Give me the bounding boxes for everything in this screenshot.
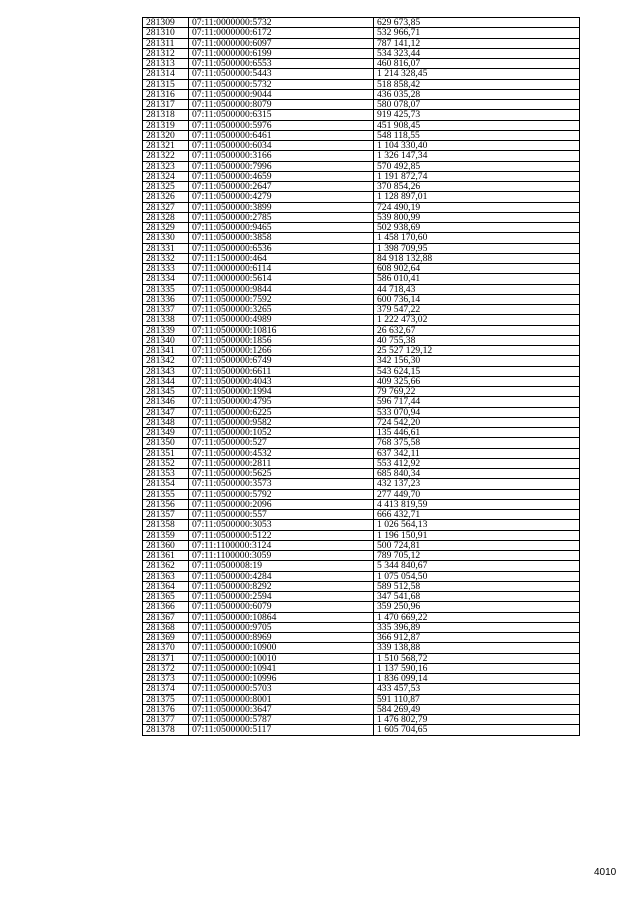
table-row [143, 89, 580, 99]
table-row [143, 264, 580, 274]
cadastral-value-cell: 79 769,22 [374, 387, 580, 397]
cadastral-value-cell: 1 222 473,02 [374, 315, 580, 325]
table-row [143, 223, 580, 233]
cadastral-value-cell: 335 396,89 [374, 622, 580, 632]
row-number-cell: 281375 [143, 694, 189, 704]
cadastral-number-cell: 07:11:0500000:527 [189, 438, 374, 448]
cadastral-value-table [142, 17, 580, 736]
cadastral-number-cell: 07:11:0500000:4659 [189, 171, 374, 181]
cadastral-value-cell: 543 624,15 [374, 366, 580, 376]
cadastral-value-cell: 724 542,20 [374, 417, 580, 427]
cadastral-number-cell: 07:11:0000000:6097 [189, 38, 374, 48]
cadastral-value-cell: 724 490,19 [374, 202, 580, 212]
row-number-cell: 281354 [143, 479, 189, 489]
cadastral-value-cell: 532 966,71 [374, 28, 580, 38]
cadastral-value-cell: 1 510 568,72 [374, 653, 580, 663]
table-row [143, 469, 580, 479]
cadastral-number-cell: 07:11:0500000:6553 [189, 59, 374, 69]
cadastral-value-cell: 277 449,70 [374, 489, 580, 499]
row-number-cell: 281378 [143, 725, 189, 735]
table-row [143, 192, 580, 202]
row-number-cell: 281369 [143, 633, 189, 643]
cadastral-number-cell: 07:11:0500000:8079 [189, 100, 374, 110]
row-number-cell: 281321 [143, 141, 189, 151]
cadastral-value-cell: 1 605 704,65 [374, 725, 580, 735]
cadastral-value-cell: 596 717,44 [374, 397, 580, 407]
row-number-cell: 281335 [143, 284, 189, 294]
cadastral-number-cell: 07:11:0500000:3166 [189, 151, 374, 161]
row-number-cell: 281333 [143, 264, 189, 274]
cadastral-value-cell: 460 816,07 [374, 59, 580, 69]
cadastral-value-cell: 533 070,94 [374, 407, 580, 417]
cadastral-number-cell: 07:11:1100000:3059 [189, 551, 374, 561]
table-row [143, 305, 580, 315]
cadastral-value-cell: 1 476 802,79 [374, 715, 580, 725]
row-number-cell: 281377 [143, 715, 189, 725]
cadastral-number-cell: 07:11:0500000:8001 [189, 694, 374, 704]
table-row [143, 633, 580, 643]
cadastral-number-cell: 07:11:0500000:3265 [189, 305, 374, 315]
table-row [143, 489, 580, 499]
cadastral-number-cell: 07:11:0500000:1266 [189, 346, 374, 356]
cadastral-number-cell: 07:11:0500000:6611 [189, 366, 374, 376]
cadastral-value-cell: 44 718,43 [374, 284, 580, 294]
cadastral-value-cell: 1 191 872,74 [374, 171, 580, 181]
table-row [143, 438, 580, 448]
cadastral-number-cell: 07:11:0500000:6461 [189, 130, 374, 140]
cadastral-value-cell: 436 035,28 [374, 89, 580, 99]
cadastral-number-cell: 07:11:0500000:10941 [189, 663, 374, 673]
cadastral-number-cell: 07:11:0500000:6536 [189, 243, 374, 253]
table-row [143, 561, 580, 571]
cadastral-number-cell: 07:11:0500000:4043 [189, 376, 374, 386]
table-row [143, 233, 580, 243]
row-number-cell: 281318 [143, 110, 189, 120]
cadastral-number-cell: 07:11:0500000:9044 [189, 89, 374, 99]
table-row [143, 387, 580, 397]
cadastral-value-cell: 600 736,14 [374, 294, 580, 304]
cadastral-value-cell: 25 527 129,12 [374, 346, 580, 356]
table-row [143, 551, 580, 561]
cadastral-value-cell: 339 138,88 [374, 643, 580, 653]
cadastral-number-cell: 07:11:0500000:8969 [189, 633, 374, 643]
cadastral-number-cell: 07:11:0000000:6172 [189, 28, 374, 38]
cadastral-number-cell: 07:11:0500000:2811 [189, 458, 374, 468]
cadastral-value-cell: 40 755,38 [374, 335, 580, 345]
cadastral-number-cell: 07:11:0500000:6315 [189, 110, 374, 120]
row-number-cell: 281349 [143, 428, 189, 438]
cadastral-value-cell: 518 858,42 [374, 79, 580, 89]
cadastral-number-cell: 07:11:0500000:4279 [189, 192, 374, 202]
row-number-cell: 281371 [143, 653, 189, 663]
table-row [143, 530, 580, 540]
cadastral-value-cell: 637 342,11 [374, 448, 580, 458]
table-row [143, 428, 580, 438]
cadastral-number-cell: 07:11:0500000:9582 [189, 417, 374, 427]
table-row [143, 202, 580, 212]
cadastral-number-cell: 07:11:1100000:3124 [189, 540, 374, 550]
table-row [143, 315, 580, 325]
row-number-cell: 281327 [143, 202, 189, 212]
cadastral-number-cell: 07:11:0500008:19 [189, 561, 374, 571]
cadastral-value-cell: 1 470 669,22 [374, 612, 580, 622]
cadastral-value-cell: 432 137,23 [374, 479, 580, 489]
row-number-cell: 281343 [143, 366, 189, 376]
row-number-cell: 281320 [143, 130, 189, 140]
row-number-cell: 281313 [143, 59, 189, 69]
table-row [143, 274, 580, 284]
cadastral-value-cell: 5 344 840,67 [374, 561, 580, 571]
table-row [143, 715, 580, 725]
row-number-cell: 281311 [143, 38, 189, 48]
cadastral-value-cell: 548 118,55 [374, 130, 580, 140]
cadastral-value-cell: 685 840,34 [374, 469, 580, 479]
cadastral-value-cell: 359 250,96 [374, 602, 580, 612]
cadastral-number-cell: 07:11:0500000:6225 [189, 407, 374, 417]
cadastral-value-cell: 1 128 897,01 [374, 192, 580, 202]
cadastral-value-cell: 1 026 564,13 [374, 520, 580, 530]
table-row [143, 325, 580, 335]
table-row [143, 161, 580, 171]
table-row [143, 28, 580, 38]
cadastral-number-cell: 07:11:0500000:5625 [189, 469, 374, 479]
cadastral-value-cell: 539 800,99 [374, 212, 580, 222]
table-row [143, 120, 580, 130]
row-number-cell: 281316 [143, 89, 189, 99]
cadastral-value-cell: 789 705,12 [374, 551, 580, 561]
row-number-cell: 281356 [143, 499, 189, 509]
cadastral-value-cell: 1 075 054,50 [374, 571, 580, 581]
cadastral-value-cell: 433 457,53 [374, 684, 580, 694]
cadastral-value-cell: 502 938,69 [374, 223, 580, 233]
cadastral-value-cell: 451 908,45 [374, 120, 580, 130]
row-number-cell: 281325 [143, 182, 189, 192]
row-number-cell: 281336 [143, 294, 189, 304]
cadastral-number-cell: 07:11:0500000:6749 [189, 356, 374, 366]
cadastral-value-cell: 666 432,71 [374, 510, 580, 520]
cadastral-number-cell: 07:11:0500000:557 [189, 510, 374, 520]
cadastral-value-cell: 629 673,85 [374, 18, 580, 28]
cadastral-number-cell: 07:11:0500000:9844 [189, 284, 374, 294]
row-number-cell: 281355 [143, 489, 189, 499]
cadastral-number-cell: 07:11:0500000:4532 [189, 448, 374, 458]
row-number-cell: 281348 [143, 417, 189, 427]
cadastral-number-cell: 07:11:0000000:6199 [189, 48, 374, 58]
table-row [143, 141, 580, 151]
cadastral-number-cell: 07:11:0500000:10864 [189, 612, 374, 622]
row-number-cell: 281364 [143, 581, 189, 591]
table-row [143, 294, 580, 304]
cadastral-value-cell: 589 512,58 [374, 581, 580, 591]
table-row [143, 243, 580, 253]
table-row [143, 284, 580, 294]
row-number-cell: 281339 [143, 325, 189, 335]
table-row [143, 130, 580, 140]
cadastral-number-cell: 07:11:0500000:5787 [189, 715, 374, 725]
row-number-cell: 281352 [143, 458, 189, 468]
cadastral-number-cell: 07:11:0500000:5792 [189, 489, 374, 499]
cadastral-value-cell: 1 398 709,95 [374, 243, 580, 253]
cadastral-value-cell: 366 912,87 [374, 633, 580, 643]
table-row [143, 448, 580, 458]
row-number-cell: 281366 [143, 602, 189, 612]
table-row [143, 48, 580, 58]
row-number-cell: 281314 [143, 69, 189, 79]
row-number-cell: 281332 [143, 253, 189, 263]
cadastral-value-cell: 1 137 590,16 [374, 663, 580, 673]
cadastral-value-cell: 1 104 330,40 [374, 141, 580, 151]
table-row [143, 540, 580, 550]
row-number-cell: 281370 [143, 643, 189, 653]
row-number-cell: 281330 [143, 233, 189, 243]
row-number-cell: 281353 [143, 469, 189, 479]
table-row [143, 376, 580, 386]
row-number-cell: 281359 [143, 530, 189, 540]
row-number-cell: 281323 [143, 161, 189, 171]
table-row [143, 100, 580, 110]
table-body [143, 18, 580, 736]
row-number-cell: 281322 [143, 151, 189, 161]
table-row [143, 520, 580, 530]
cadastral-number-cell: 07:11:0500000:2647 [189, 182, 374, 192]
cadastral-number-cell: 07:11:0500000:1994 [189, 387, 374, 397]
table-row [143, 643, 580, 653]
table-row [143, 663, 580, 673]
cadastral-number-cell: 07:11:0000000:6114 [189, 264, 374, 274]
row-number-cell: 281331 [143, 243, 189, 253]
cadastral-number-cell: 07:11:0500000:10816 [189, 325, 374, 335]
cadastral-number-cell: 07:11:1500000:464 [189, 253, 374, 263]
cadastral-number-cell: 07:11:0500000:2096 [189, 499, 374, 509]
cadastral-value-cell: 500 724,81 [374, 540, 580, 550]
row-number-cell: 281368 [143, 622, 189, 632]
cadastral-number-cell: 07:11:0000000:5732 [189, 18, 374, 28]
table-row [143, 212, 580, 222]
row-number-cell: 281329 [143, 223, 189, 233]
cadastral-number-cell: 07:11:0500000:5117 [189, 725, 374, 735]
table-row [143, 612, 580, 622]
table-row [143, 704, 580, 714]
table-row [143, 571, 580, 581]
cadastral-number-cell: 07:11:0500000:5732 [189, 79, 374, 89]
table-row [143, 725, 580, 735]
row-number-cell: 281345 [143, 387, 189, 397]
row-number-cell: 281326 [143, 192, 189, 202]
table-row [143, 407, 580, 417]
cadastral-number-cell: 07:11:0500000:5703 [189, 684, 374, 694]
row-number-cell: 281309 [143, 18, 189, 28]
cadastral-value-cell: 919 425,73 [374, 110, 580, 120]
cadastral-value-cell: 342 156,30 [374, 356, 580, 366]
cadastral-value-cell: 409 325,66 [374, 376, 580, 386]
cadastral-value-cell: 787 141,12 [374, 38, 580, 48]
row-number-cell: 281357 [143, 510, 189, 520]
cadastral-number-cell: 07:11:0500000:2594 [189, 592, 374, 602]
cadastral-value-cell: 379 547,22 [374, 305, 580, 315]
row-number-cell: 281344 [143, 376, 189, 386]
table-row [143, 684, 580, 694]
cadastral-number-cell: 07:11:0500000:5443 [189, 69, 374, 79]
table-row [143, 79, 580, 89]
cadastral-number-cell: 07:11:0500000:6034 [189, 141, 374, 151]
table-row [143, 622, 580, 632]
cadastral-number-cell: 07:11:0500000:10996 [189, 674, 374, 684]
table-row [143, 59, 580, 69]
cadastral-value-cell: 1 196 150,91 [374, 530, 580, 540]
row-number-cell: 281358 [143, 520, 189, 530]
row-number-cell: 281376 [143, 704, 189, 714]
row-number-cell: 281365 [143, 592, 189, 602]
row-number-cell: 281315 [143, 79, 189, 89]
table-row [143, 674, 580, 684]
cadastral-value-cell: 586 010,41 [374, 274, 580, 284]
table-row [143, 499, 580, 509]
cadastral-value-cell: 26 632,67 [374, 325, 580, 335]
row-number-cell: 281346 [143, 397, 189, 407]
table-row [143, 458, 580, 468]
row-number-cell: 281310 [143, 28, 189, 38]
cadastral-value-cell: 608 902,64 [374, 264, 580, 274]
cadastral-value-cell: 534 323,44 [374, 48, 580, 58]
row-number-cell: 281334 [143, 274, 189, 284]
cadastral-number-cell: 07:11:0500000:7592 [189, 294, 374, 304]
row-number-cell: 281312 [143, 48, 189, 58]
table-row [143, 479, 580, 489]
cadastral-number-cell: 07:11:0500000:1856 [189, 335, 374, 345]
cadastral-value-cell: 570 492,85 [374, 161, 580, 171]
cadastral-value-cell: 347 541,68 [374, 592, 580, 602]
cadastral-value-cell: 580 078,07 [374, 100, 580, 110]
cadastral-value-cell: 370 854,26 [374, 182, 580, 192]
table-row [143, 18, 580, 28]
row-number-cell: 281361 [143, 551, 189, 561]
table-row [143, 151, 580, 161]
cadastral-number-cell: 07:11:0500000:3899 [189, 202, 374, 212]
row-number-cell: 281373 [143, 674, 189, 684]
cadastral-number-cell: 07:11:0500000:10900 [189, 643, 374, 653]
cadastral-number-cell: 07:11:0500000:2785 [189, 212, 374, 222]
cadastral-value-cell: 1 836 099,14 [374, 674, 580, 684]
table-row [143, 346, 580, 356]
row-number-cell: 281340 [143, 335, 189, 345]
table-row [143, 356, 580, 366]
table-row [143, 171, 580, 181]
row-number-cell: 281360 [143, 540, 189, 550]
cadastral-number-cell: 07:11:0500000:4284 [189, 571, 374, 581]
row-number-cell: 281342 [143, 356, 189, 366]
cadastral-number-cell: 07:11:0500000:3858 [189, 233, 374, 243]
cadastral-number-cell: 07:11:0500000:5976 [189, 120, 374, 130]
row-number-cell: 281374 [143, 684, 189, 694]
cadastral-value-cell: 1 326 147,34 [374, 151, 580, 161]
row-number-cell: 281338 [143, 315, 189, 325]
row-number-cell: 281372 [143, 663, 189, 673]
cadastral-number-cell: 07:11:0000000:5614 [189, 274, 374, 284]
row-number-cell: 281367 [143, 612, 189, 622]
cadastral-value-cell: 1 214 328,45 [374, 69, 580, 79]
cadastral-value-cell: 768 375,58 [374, 438, 580, 448]
table-row [143, 592, 580, 602]
cadastral-number-cell: 07:11:0500000:9465 [189, 223, 374, 233]
cadastral-number-cell: 07:11:0500000:1052 [189, 428, 374, 438]
table-row [143, 653, 580, 663]
cadastral-number-cell: 07:11:0500000:9705 [189, 622, 374, 632]
cadastral-value-cell: 584 269,49 [374, 704, 580, 714]
cadastral-value-cell: 1 458 170,60 [374, 233, 580, 243]
row-number-cell: 281317 [143, 100, 189, 110]
cadastral-value-cell: 84 918 132,88 [374, 253, 580, 263]
cadastral-number-cell: 07:11:0500000:6079 [189, 602, 374, 612]
table-row [143, 182, 580, 192]
table-row [143, 510, 580, 520]
table-row [143, 694, 580, 704]
row-number-cell: 281341 [143, 346, 189, 356]
row-number-cell: 281319 [143, 120, 189, 130]
cadastral-value-cell: 591 110,87 [374, 694, 580, 704]
cadastral-number-cell: 07:11:0500000:8292 [189, 581, 374, 591]
cadastral-number-cell: 07:11:0500000:10010 [189, 653, 374, 663]
table-row [143, 69, 580, 79]
cadastral-value-cell: 135 446,61 [374, 428, 580, 438]
table-row [143, 110, 580, 120]
row-number-cell: 281363 [143, 571, 189, 581]
cadastral-number-cell: 07:11:0500000:4989 [189, 315, 374, 325]
row-number-cell: 281351 [143, 448, 189, 458]
cadastral-value-cell: 553 412,92 [374, 458, 580, 468]
cadastral-number-cell: 07:11:0500000:3053 [189, 520, 374, 530]
row-number-cell: 281362 [143, 561, 189, 571]
table-row [143, 335, 580, 345]
table-row [143, 602, 580, 612]
cadastral-number-cell: 07:11:0500000:5122 [189, 530, 374, 540]
table-row [143, 417, 580, 427]
table-row [143, 38, 580, 48]
row-number-cell: 281350 [143, 438, 189, 448]
page-number: 4010 [594, 867, 617, 878]
table-row [143, 581, 580, 591]
table-row [143, 366, 580, 376]
cadastral-number-cell: 07:11:0500000:3647 [189, 704, 374, 714]
cadastral-number-cell: 07:11:0500000:3573 [189, 479, 374, 489]
table-row [143, 253, 580, 263]
cadastral-number-cell: 07:11:0500000:7996 [189, 161, 374, 171]
row-number-cell: 281347 [143, 407, 189, 417]
row-number-cell: 281324 [143, 171, 189, 181]
table-row [143, 397, 580, 407]
row-number-cell: 281337 [143, 305, 189, 315]
cadastral-number-cell: 07:11:0500000:4795 [189, 397, 374, 407]
row-number-cell: 281328 [143, 212, 189, 222]
cadastral-value-cell: 4 413 819,59 [374, 499, 580, 509]
